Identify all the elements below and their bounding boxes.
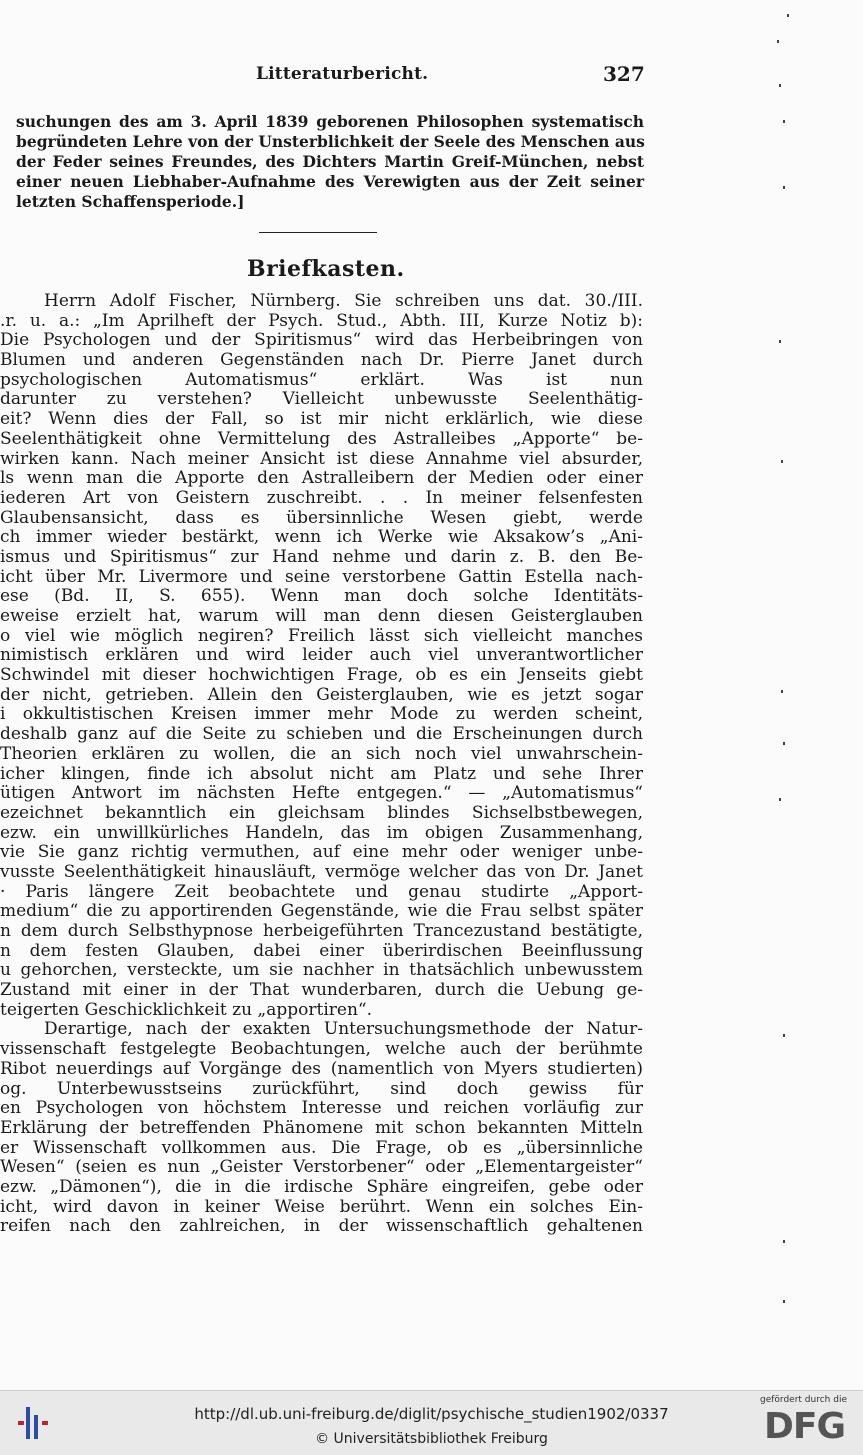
speck [787, 14, 789, 17]
viewer-footer [0, 1390, 863, 1455]
body-line: iederen Art von Geistern zuschreibt. . . In meiner felsenfesten [0, 488, 643, 508]
body-line: Theorien erklären zu wollen, die an sich noch viel unwahrschein- [0, 744, 643, 764]
body-line: vie Sie ganz richtig vermuthen, auf eine mehr oder weniger unbe- [0, 843, 643, 863]
body-line: n dem durch Selbsthypnose herbeigeführten Trancezustand bestätigte, [0, 922, 643, 941]
speck [783, 742, 785, 745]
body-line: er Wissenschaft vollkommen aus. Die Frage, ob es „übersinnliche [0, 1138, 643, 1158]
body-line: Derartige, nach der exakten Untersuchungsmethode der Natur- [44, 1020, 643, 1040]
intro-line: begründeten Lehre von der Unsterblichkeit der Seele des Menschen aus [16, 132, 645, 151]
body-line: teigerten Geschicklichkeit zu „apportiren“. [0, 1000, 372, 1020]
margin-specks [775, 0, 795, 1390]
body-line: en Psychologen von höchstem Interesse und reichen vorläufig zur [0, 1099, 643, 1119]
copyright-notice: © Universitätsbibliothek Freiburg [315, 1431, 548, 1447]
body-line: eit? Wenn dies der Fall, so ist mir nicht erklärlich, wie diese [0, 410, 643, 430]
speck [783, 186, 785, 189]
body-line: Blumen und anderen Gegenständen nach Dr. Pierre Janet durch [0, 351, 643, 371]
body-line: Erklärung der betreffenden Phänomene mit schon bekannten Mitteln [0, 1118, 643, 1138]
permalink-url[interactable]: http://dl.ub.uni-freiburg.de/diglit/psychische_studien1902/0337 [194, 1405, 669, 1423]
body-line: vusste Seelenthätigkeit hinausläuft, vermöge welcher das von Dr. Janet [0, 862, 643, 882]
body-line: Schwindel mit dieser hochwichtigen Frage, ob es ein Jenseits giebt [0, 666, 643, 686]
body-line: ch immer wieder bestärkt, wenn ich Werke wie Aksakow’s „Ani- [0, 528, 643, 548]
body-line: n dem festen Glauben, dabei einer überirdischen Beeinflussung [0, 941, 643, 961]
speck [783, 1240, 785, 1243]
body-line: ezw. „Dämonen“), die in die irdische Sphäre eingreifen, gebe oder [0, 1177, 643, 1197]
speck [779, 798, 781, 801]
body-line: Ribot neuerdings auf Vorgänge des (namentlich von Myers studierten) [0, 1059, 643, 1079]
body-line: u gehorchen, versteckte, um sie nachher in thatsächlich unbewusstem [0, 961, 643, 981]
body-line: wirken kann. Nach meiner Ansicht ist diese Annahme viel absurder, [0, 449, 643, 469]
speck [783, 120, 785, 123]
intro-line: suchungen des am 3. April 1839 geborenen Philosophen systematisch [16, 112, 644, 131]
body-line: Zustand mit einer in der That wunderbaren, durch die Uebung ge- [0, 981, 643, 1001]
body-line: ls wenn man die Apporte den Astralleibern der Medien oder einer [0, 469, 643, 489]
body-line: psychologischen Automatismus“ erklärt. Was ist nun [0, 370, 643, 390]
intro-line: der Feder seines Freundes, des Dichters Martin Greif-München, nebst [16, 152, 644, 171]
body-line: vissenschaft festgelegte Beobachtungen, welche auch der berühmte [0, 1040, 643, 1060]
speck [779, 340, 781, 343]
dfg-caption: gefördert durch die [760, 1395, 847, 1405]
body-line: · Paris längere Zeit beobachtete und genau studirte „Apport- [0, 882, 643, 902]
body-line: ismus und Spiritismus“ zur Hand nehme und darin z. B. den Be- [0, 547, 643, 567]
body-line: icht über Mr. Livermore und seine verstorbene Gattin Estella nach- [0, 567, 643, 587]
letter-body [0, 292, 643, 1237]
dfg-logo: DFG [764, 1406, 846, 1447]
body-line: ese (Bd. II, S. 655). Wenn man doch solche Identitäts- [0, 587, 643, 607]
speck [781, 460, 783, 463]
body-line: ezw. ein unwillkürliches Handeln, das im obigen Zusammenhang, [0, 823, 643, 843]
intro-line: letzten Schaffensperiode.] [16, 192, 245, 211]
body-line: ezeichnet bekanntlich ein gleichsam blindes Sichselbstbewegen, [0, 803, 643, 823]
body-line: reifen nach den zahlreichen, in der wissenschaftlich gehaltenen [0, 1217, 643, 1237]
speck [779, 84, 781, 87]
speck [783, 1034, 785, 1037]
body-line: Wesen“ (seien es nun „Geister Verstorbener“ oder „Elementargeister“ [0, 1158, 643, 1178]
body-line: ütigen Antwort im nächsten Hefte entgegen.“ — „Automatismus“ [0, 784, 643, 804]
intro-paragraph [16, 112, 644, 212]
body-line: der nicht, getrieben. Allein den Geisterglauben, wie es jetzt sogar [0, 685, 643, 705]
body-line: i okkultistischen Kreisen immer mehr Mode zu werden scheint, [0, 705, 643, 725]
section-title: Briefkasten. [247, 256, 405, 282]
body-line: Die Psychologen und der Spiritismus“ wird das Herbeibringen von [0, 331, 643, 351]
body-line: o viel wie möglich negiren? Freilich lässt sich vielleicht manches [0, 626, 643, 646]
speck [783, 1300, 785, 1303]
body-line: Seelenthätigkeit ohne Vermittelung des Astralleibes „Apporte“ be- [0, 429, 643, 449]
body-line: icht, wird davon in keiner Weise berührt. Wenn ein solches Ein- [0, 1197, 643, 1217]
body-line: .r. u. a.: „Im Aprilheft der Psych. Stud., Abth. III, Kurze Notiz b): [0, 311, 643, 331]
body-line: Glaubensansicht, dass es übersinnliche Wesen giebt, werde [0, 508, 643, 528]
body-line: nimistisch erklären und wird leider auch viel unverantwortlicher [0, 646, 643, 666]
body-line: icher klingen, finde ich absolut nicht am Platz und sehe Ihrer [0, 764, 643, 784]
body-line: darunter zu verstehen? Vielleicht unbewusste Seelenthätig- [0, 390, 643, 410]
body-line: og. Unterbewusstseins zurückführt, sind doch gewiss für [0, 1079, 643, 1099]
body-line: medium“ die zu apportirenden Gegenstände, wie die Frau selbst später [0, 902, 643, 922]
body-line: eweise erzielt hat, warum will man denn diesen Geisterglauben [0, 607, 643, 626]
speck [777, 40, 779, 43]
section-divider [259, 232, 377, 233]
body-line: deshalb ganz auf die Seite zu schieben und die Erscheinungen durch [0, 725, 643, 745]
running-header-title: Litteraturbericht. [256, 64, 429, 84]
intro-line: einer neuen Liebhaber-Aufnahme des Verewigten aus der Zeit seiner [16, 172, 644, 191]
page-number: 327 [603, 62, 645, 86]
body-line: Herrn Adolf Fischer, Nürnberg. Sie schreiben uns dat. 30./III. [44, 292, 643, 311]
speck [781, 690, 783, 693]
